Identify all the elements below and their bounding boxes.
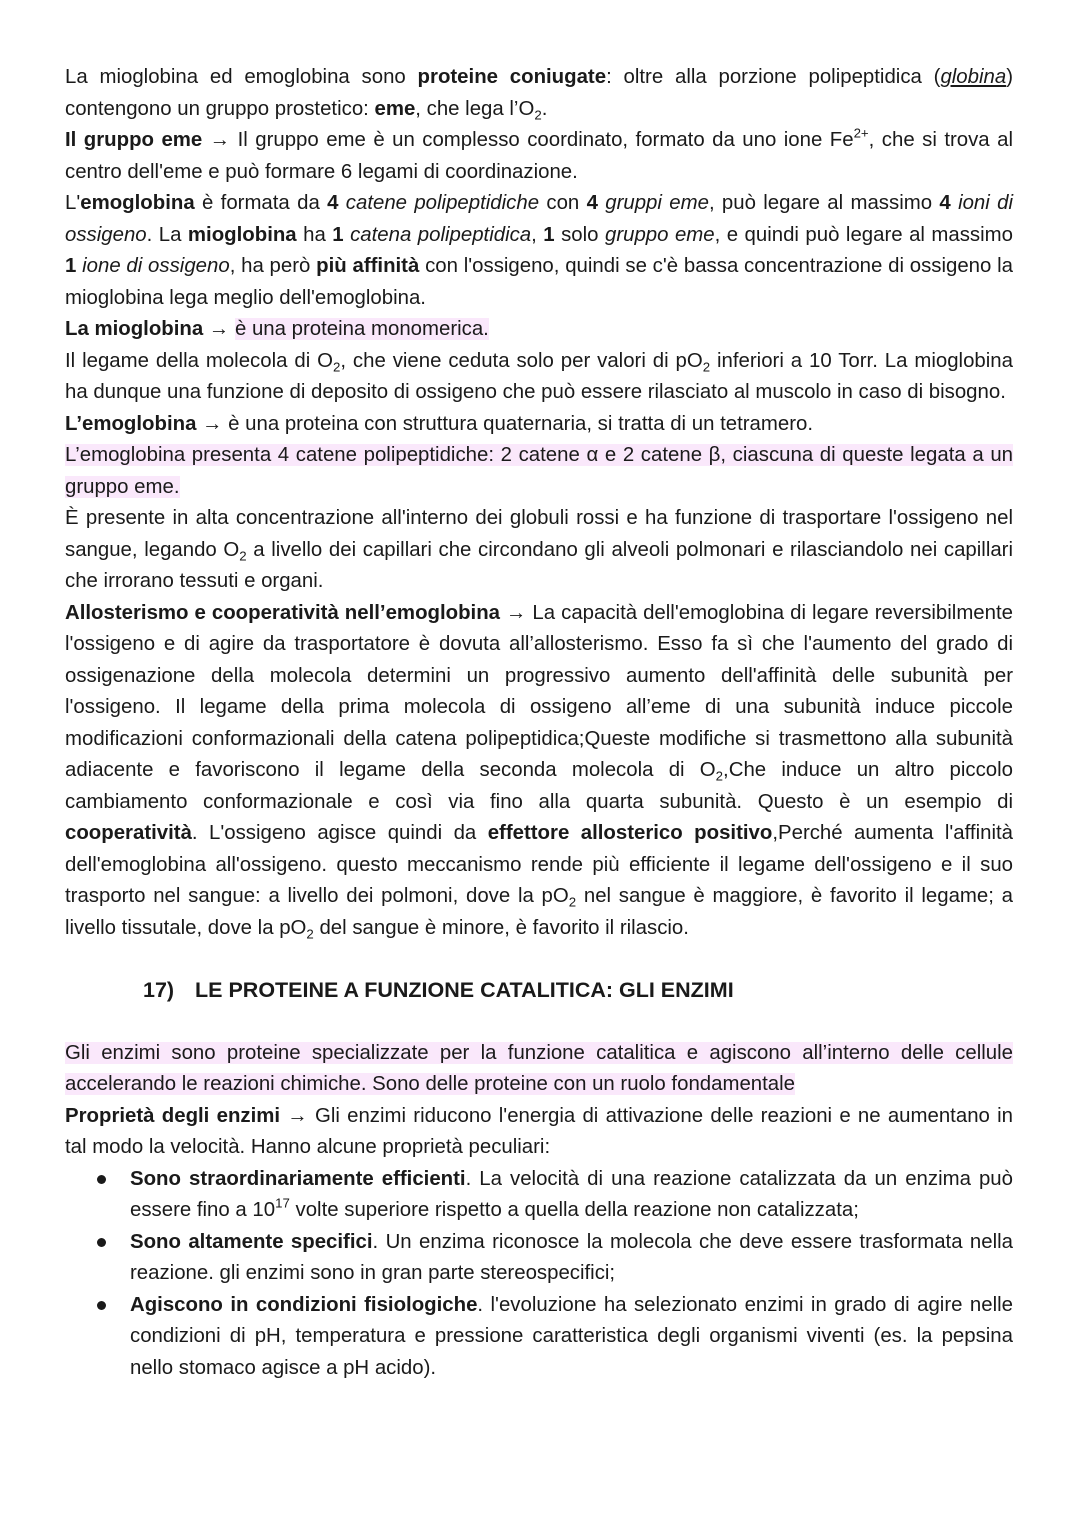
paragraph-catene bbox=[65, 440, 1013, 503]
list-item: Sono altamente specifici. Un enzima riconosce la molecola che deve essere trasformata nella reazione. gli enzimi sono in gran parte stereospecifici; bbox=[130, 1227, 1013, 1290]
properties-list bbox=[65, 1164, 1013, 1385]
list-item: Sono straordinariamente efficienti. La velocità di una reazione catalizzata da un enzima può essere fino a $10^{17}$ volte superiore rispetto a quella della reazione non catalizzata; bbox=[130, 1164, 1013, 1227]
highlight: L’emoglobina presenta 4 catene polipeptidiche: 2 catene α e 2 catene β, ciascuna di queste legata a un gruppo eme. bbox=[65, 444, 1013, 498]
highlight: è una proteina monomerica. bbox=[234, 318, 489, 340]
paragraph-mioglobina-title: La mioglobina → è una proteina monomerica. bbox=[65, 318, 489, 340]
body-text bbox=[65, 62, 1013, 1384]
paragraph-globuli-rossi: È presente in alta concentrazione all'interno dei globuli rossi e ha funzione di trasportare l'ossigeno nel sangue, legando $O_2$ a livello dei capillari che circondano gli alveoli polmonari e rilasciandolo nei capillari che irrorano tessuti e organi. bbox=[65, 507, 1014, 592]
paragraph-emoglobina-title: L’emoglobina → è una proteina con struttura quaternaria, si tratta di un tetramero. bbox=[65, 412, 813, 435]
highlight: Gli enzimi sono proteine specializzate per la funzione catalitica e agiscono all’interno delle cellule accelerando le reazioni chimiche. Sono delle proteine con un ruolo fondamentale bbox=[65, 1041, 1013, 1095]
list-item: Agiscono in condizioni fisiologiche. l'evoluzione ha selezionato enzimi in grado di agire nelle condizioni di pH, temperatura e pressione caratteristica degli organismi viventi (es. la pepsina nello stomaco agisce a pH acido). bbox=[130, 1290, 1013, 1385]
paragraph-enzimi-intro bbox=[65, 1038, 1013, 1101]
paragraph-coniugate: La mioglobina ed emoglobina sono proteine coniugate: oltre alla porzione polipeptidica (globina) contengono un gruppo prostetico: eme, che lega $l’O_2$. bbox=[65, 66, 1013, 123]
paragraph-proprieta: Proprietà degli enzimi → Gli enzimi riducono l'energia di attivazione delle reazioni e ne aumentano in tal modo la velocità. Hanno alcune proprietà peculiari: bbox=[65, 1104, 1013, 1158]
paragraph-allosterismo: Allosterismo e cooperatività nell’emoglobina → La capacità dell'emoglobina di legare reversibilmente l'ossigeno e di agire da trasportatore è dovuta all’allosterismo. Esso fa sì che l'aumento del grado di ossigenazione della molecola determini un progressivo aumento dell'affinità delle subunità per l'ossigeno. Il legame della prima molecola di ossigeno all’eme di una subunità induce piccole modificazioni conformazionali della catena polipeptidica;Queste modifiche si trasmettono alla subunità adiacente e favoriscono il legame della seconda molecola di $O_2,Che$ induce un altro piccolo cambiamento conformazionale e così via fino alla quarta subunità. Questo è un esempio di cooperatività. L'ossigeno agisce quindi da effettore allosterico positivo,Perché aumenta l'affinità dell'emoglobina all'ossigeno. questo meccanismo rende più efficiente il legame dell'ossigeno e il suo trasporto nel sangue: a livello dei polmoni, dove la $pO_2$ nel sangue è maggiore, è favorito il legame; a livello tissutale, dove la $pO_2$ del sangue è minore, è favorito il rilascio. bbox=[65, 601, 1013, 942]
section-title: LE PROTEINE A FUNZIONE CATALITICA: GLI ENZIMI bbox=[195, 978, 734, 1002]
section-number: 17) bbox=[143, 978, 175, 1002]
paragraph-emoglobina-mioglobina: L'emoglobina è formata da 4 catene polipeptidiche con 4 gruppi eme, può legare al massimo 4 ioni di ossigeno. La mioglobina ha 1 catena polipeptidica, 1 solo gruppo eme, e quindi può legare al massimo 1 ione di ossigeno, ha però più affinità con l'ossigeno, quindi se c'è bassa concentrazione di ossigeno la mioglobina lega meglio dell'emoglobina. bbox=[65, 192, 1013, 309]
section-heading bbox=[143, 975, 1013, 1007]
paragraph-gruppo-eme: Il gruppo eme → Il gruppo eme è un complesso coordinato, formato da uno ione $Fe^{2+}$, che si trova al centro dell'eme e può formare 6 legami di coordinazione. bbox=[65, 125, 1013, 183]
paragraph-mioglobina-legame: Il legame della molecola di $O_2$, che viene ceduta solo per valori di $pO_2$ inferiori a 10 Torr. La mioglobina ha dunque una funzione di deposito di ossigeno che può essere rilasciato al muscolo in caso di bisogno. bbox=[65, 349, 1013, 403]
